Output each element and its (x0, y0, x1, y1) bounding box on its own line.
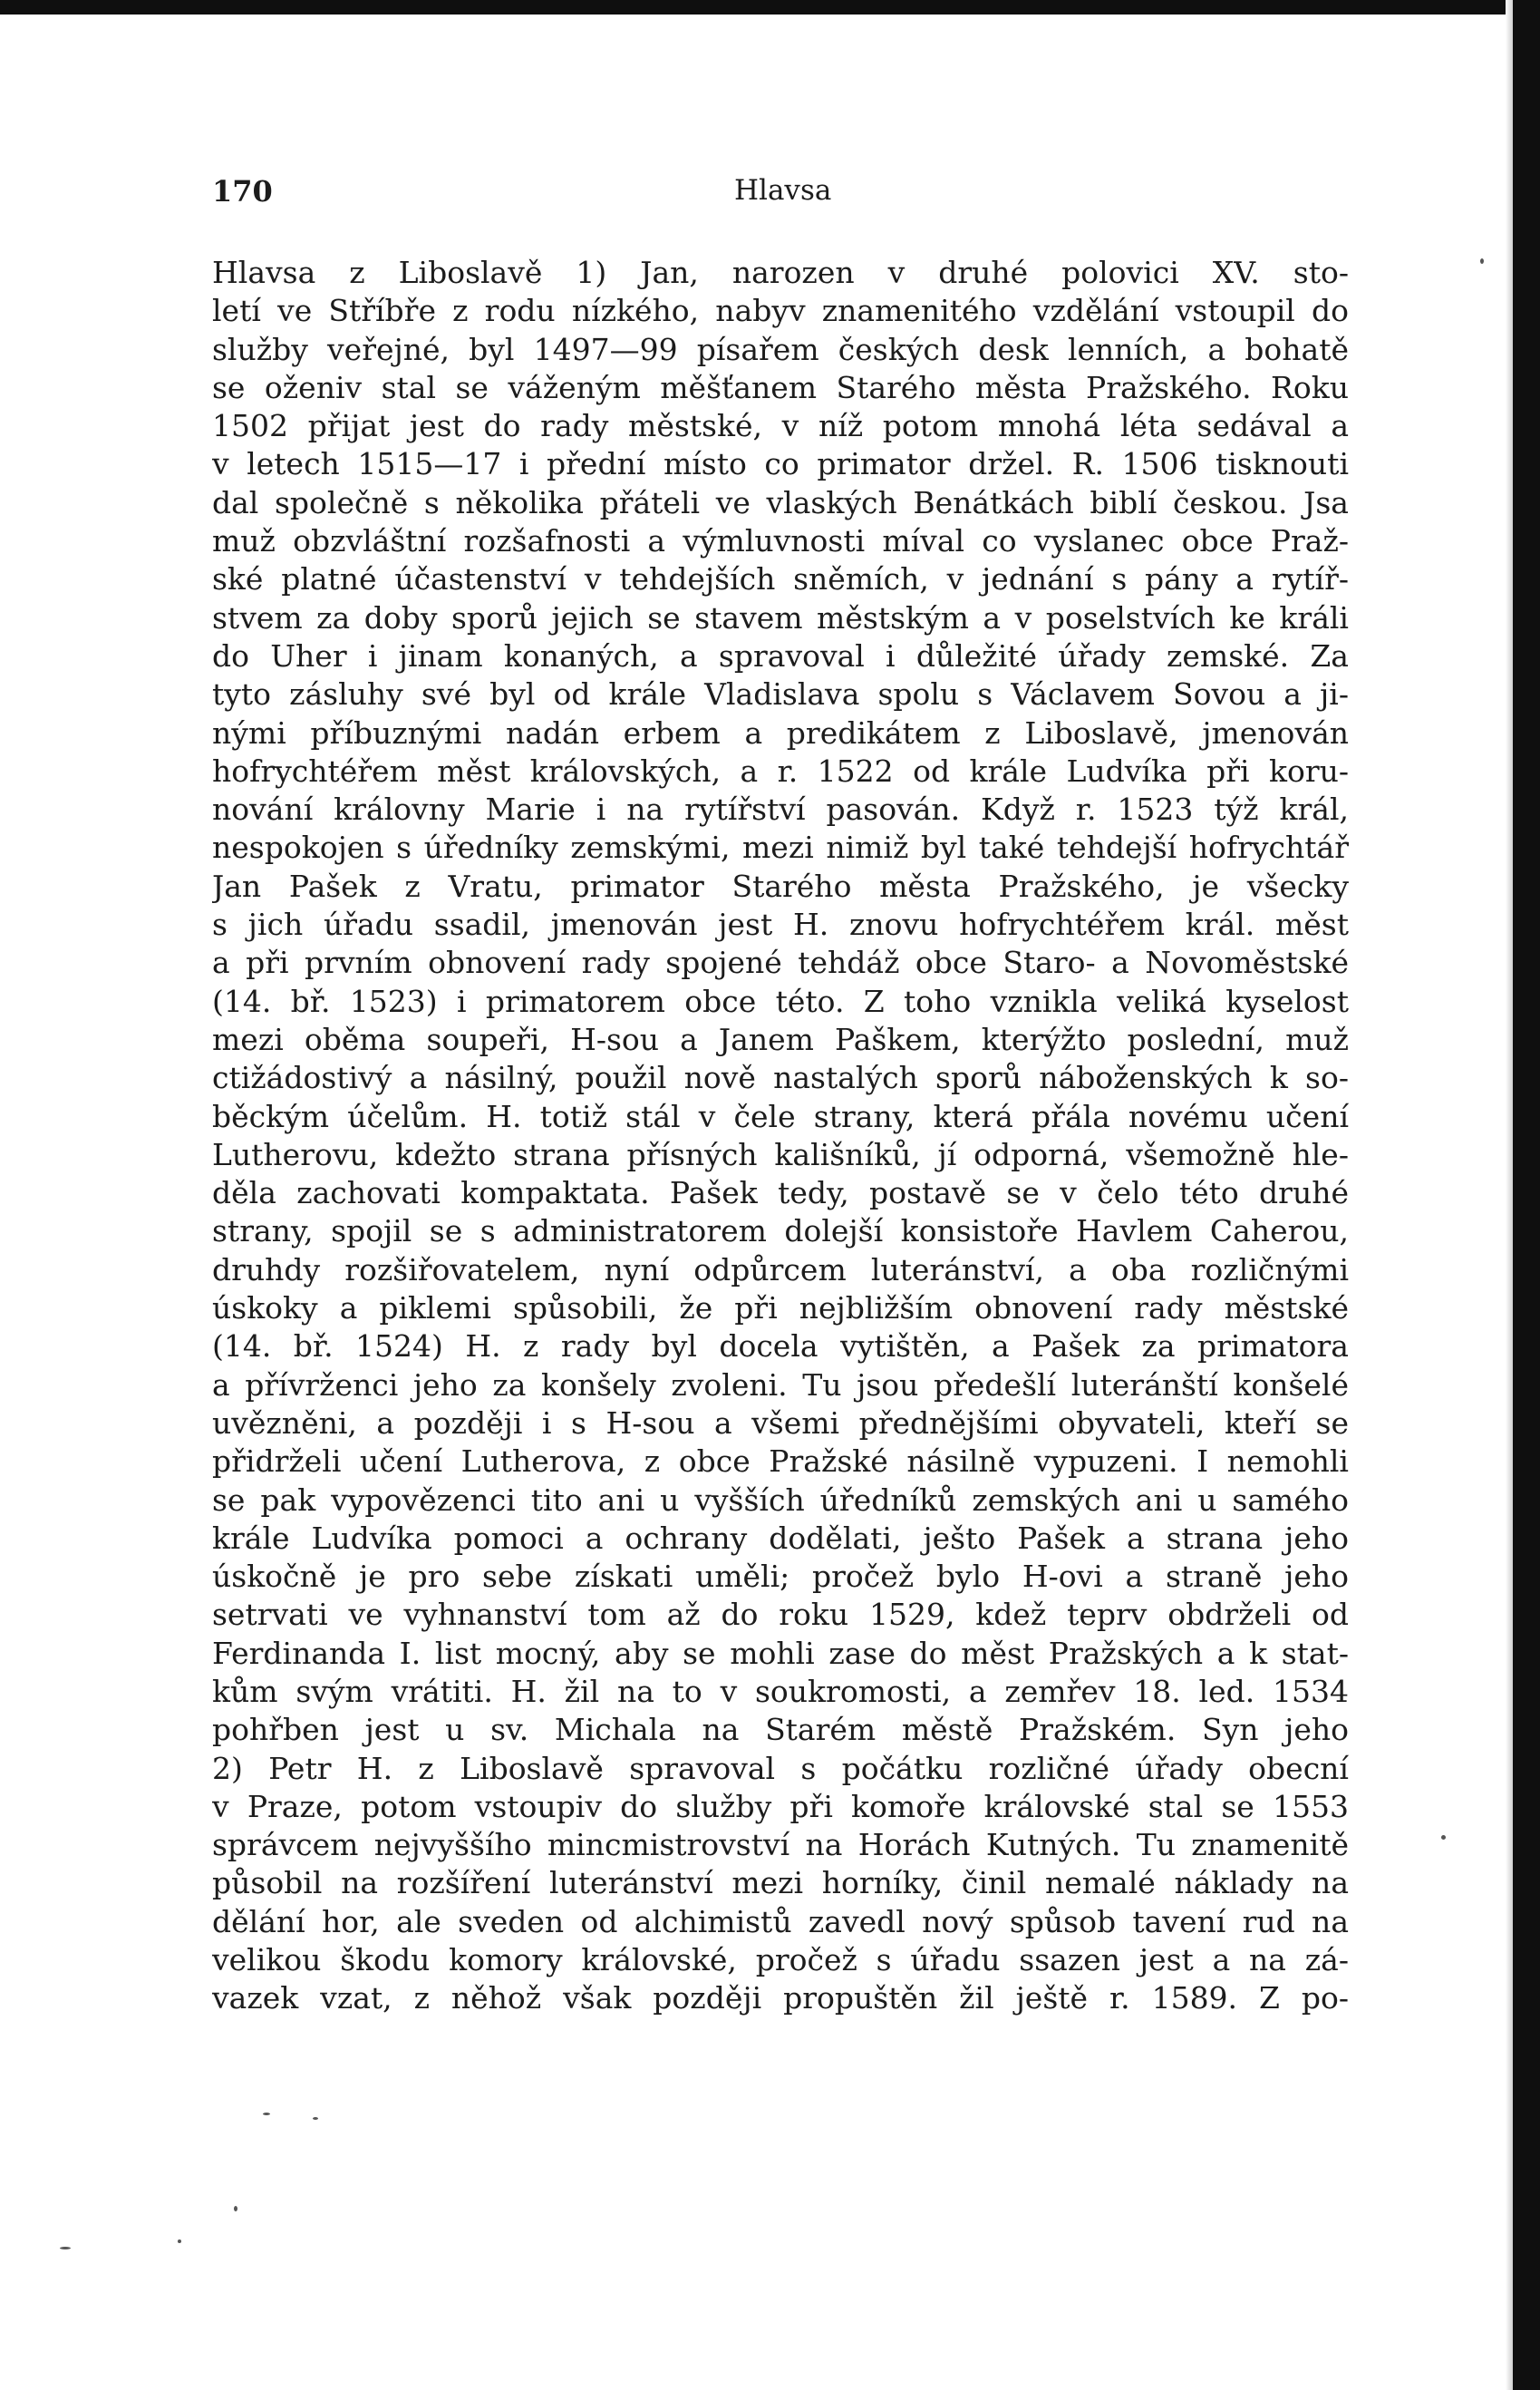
text-line: 2) Petr H. z Liboslavě spravoval s počátku rozličné úřady obecní (212, 1750, 1349, 1786)
scan-speck (263, 2113, 270, 2115)
text-line: Lutherovu, kdežto strana přísných kališníků, jí odporná, všemožně hle- (212, 1136, 1349, 1172)
text-line: děla zachovati kompaktata. Pašek tedy, postavě se v čelo této druhé (212, 1175, 1349, 1211)
text-line: nými příbuznými nadán erbem a predikátem z Liboslavě, jmenován (212, 714, 1349, 751)
text-line: s jich úřadu ssadil, jmenován jest H. znovu hofrychtéřem král. měst (212, 907, 1349, 943)
text-line: muž obzvláštní rozšafnosti a výmluvnosti míval co vyslanec obce Praž- (212, 523, 1349, 559)
text-line: hofrychtéřem měst královských, a r. 1522 od krále Ludvíka při koru- (212, 753, 1349, 789)
text-line: kům svým vrátiti. H. žil na to v soukromosti, a zemřev 18. led. 1534 (212, 1673, 1349, 1709)
page-number: 170 (212, 174, 273, 209)
text-line: 1502 přijat jest do rady městské, v níž potom mnohá léta sedával a (212, 408, 1349, 444)
text-line: služby veřejné, byl 1497—99 písařem českých desk lenních, a bohatě (212, 331, 1349, 367)
text-line: uvězněni, a později i s H-sou a všemi přednějšími obyvateli, kteří se (212, 1404, 1349, 1441)
text-line: běckým účelům. H. totiž stál v čele strany, která přála novému učení (212, 1098, 1349, 1134)
page-header (212, 174, 1345, 219)
text-line: tyto zásluhy své byl od krále Vladislava spolu s Václavem Sovou a ji- (212, 676, 1349, 713)
text-line: (14. bř. 1523) i primatorem obce této. Z toho vznikla veliká kyselost (212, 983, 1349, 1019)
scan-speck (60, 2247, 71, 2249)
scan-border-top (0, 0, 1540, 15)
text-line: ctižádostivý a násilný, použil nově nastalých sporů náboženských k so- (212, 1060, 1349, 1096)
text-line: dal společně s několika přáteli ve vlaských Benátkách biblí českou. Jsa (212, 484, 1349, 520)
scan-speck (234, 2206, 237, 2211)
scan-border-right (1513, 0, 1540, 2390)
text-line: v letech 1515—17 i přední místo co primator držel. R. 1506 tisknouti (212, 446, 1349, 482)
text-line: vazek vzat, z něhož však později propuštěn žil ještě r. 1589. Z po- (212, 1980, 1349, 2016)
text-line: Hlavsa z Liboslavě 1) Jan, narozen v druhé polovici XV. sto- (212, 255, 1349, 290)
text-line: působil na rozšíření luteránství mezi horníky, činil nemalé náklady na (212, 1865, 1349, 1901)
text-line: do Uher i jinam konaných, a spravoval i důležité úřady zemské. Za (212, 637, 1349, 674)
text-line: se pak vypovězenci tito ani u vyšších úředníků zemských ani u samého (212, 1482, 1349, 1518)
text-line: a při prvním obnovení rady spojené tehdáž obce Staro- a Novoměstské (212, 945, 1349, 981)
text-line: strany, spojil se s administratorem dolejší konsistoře Havlem Caherou, (212, 1213, 1349, 1249)
running-head: Hlavsa (734, 174, 832, 207)
text-line: nování královny Marie i na rytířství pasován. Když r. 1523 týž král, (212, 792, 1349, 828)
text-line: stvem za doby sporů jejich se stavem městským a v poselstvích ke králi (212, 599, 1349, 636)
scan-speck (178, 2239, 181, 2243)
scan-speck (1441, 1835, 1446, 1840)
text-line: (14. bř. 1524) H. z rady byl docela vytištěn, a Pašek za primatora (212, 1328, 1349, 1365)
text-line: přidrželi učení Lutherova, z obce Pražské násilně vypuzeni. I nemohli (212, 1443, 1349, 1480)
text-line: Jan Pašek z Vratu, primator Starého města Pražského, je všecky (212, 868, 1349, 904)
text-line: letí ve Stříbře z rodu nízkého, nabyv znamenitého vzdělání vstoupil do (212, 293, 1349, 329)
scan-speck (1480, 258, 1484, 264)
text-line: úskoky a piklemi spůsobili, že při nejbližším obnovení rady městské (212, 1290, 1349, 1326)
text-line: úskočně je pro sebe získati uměli; pročež bylo H-ovi a straně jeho (212, 1559, 1349, 1595)
text-line: setrvati ve vyhnanství tom až do roku 1529, kdež teprv obdrželi od (212, 1597, 1349, 1633)
text-line: velikou škodu komory královské, pročež s úřadu ssazen jest a na zá- (212, 1942, 1349, 1978)
text-line: se oženiv stal se váženým měšťanem Starého města Pražského. Roku (212, 369, 1349, 405)
article-text (212, 254, 1349, 2018)
text-line: nespokojen s úředníky zemskými, mezi nimiž byl také tehdejší hofrychtář (212, 830, 1349, 866)
text-line: správcem nejvyššího mincmistrovství na Horách Kutných. Tu znamenitě (212, 1827, 1349, 1863)
text-line: Ferdinanda I. list mocný, aby se mohli zase do měst Pražských a k stat- (212, 1635, 1349, 1671)
text-line: dělání hor, ale sveden od alchimistů zavedl nový spůsob tavení rud na (212, 1903, 1349, 1939)
text-line: mezi oběma soupeři, H-sou a Janem Paškem, kterýžto poslední, muž (212, 1021, 1349, 1057)
text-line: krále Ludvíka pomoci a ochrany dodělati, ješto Pašek a strana jeho (212, 1520, 1349, 1556)
text-line: v Praze, potom vstoupiv do služby při komoře královské stal se 1553 (212, 1788, 1349, 1824)
text-line: druhdy rozšiřovatelem, nyní odpůrcem luteránství, a oba rozličnými (212, 1251, 1349, 1287)
text-line: a přívrženci jeho za konšely zvoleni. Tu jsou předešlí luteránští konšelé (212, 1366, 1349, 1403)
text-line: pohřben jest u sv. Michala na Starém městě Pražském. Syn jeho (212, 1712, 1349, 1748)
scan-speck (313, 2117, 318, 2120)
scan-shadow-right (1506, 0, 1513, 2390)
text-line: ské platné účastenství v tehdejších sněmích, v jednání s pány a rytíř- (212, 561, 1349, 598)
